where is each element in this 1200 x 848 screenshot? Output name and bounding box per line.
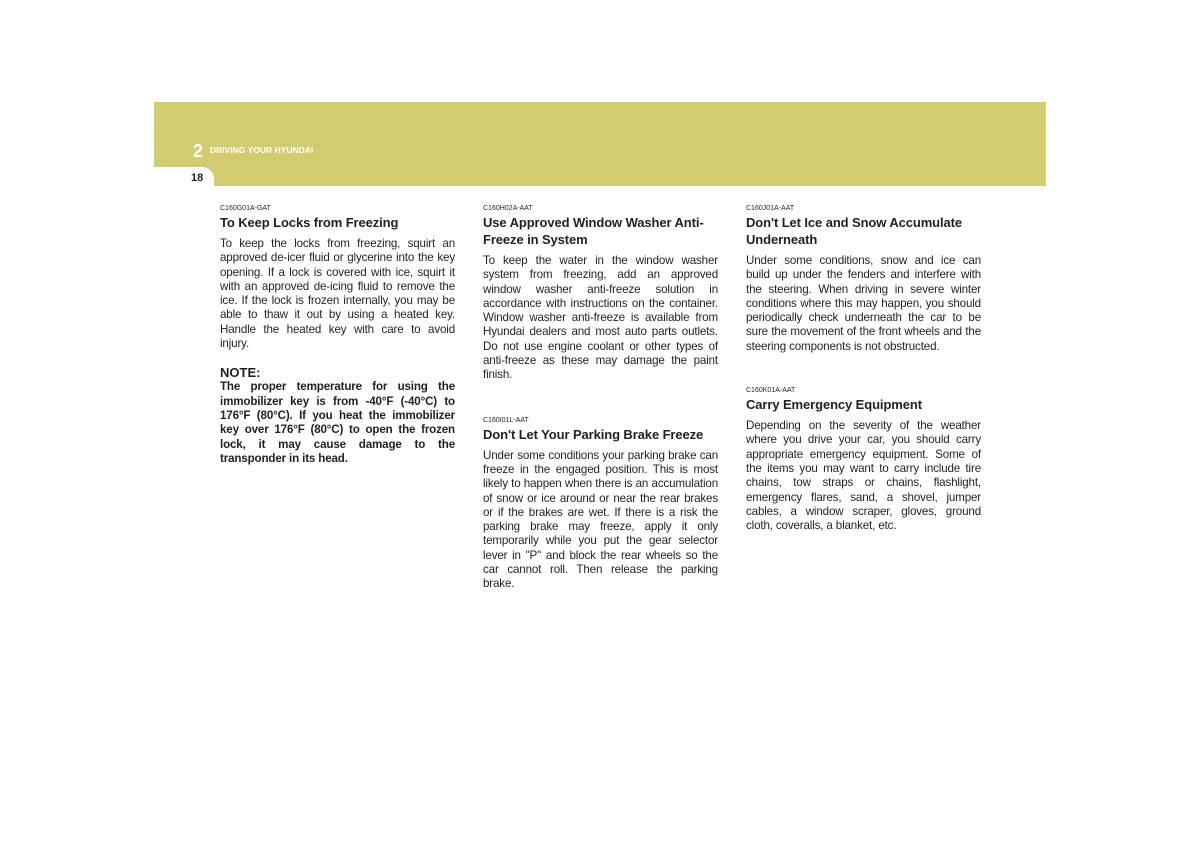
header-band [154, 102, 1046, 186]
column-3 [746, 204, 981, 533]
section-parking-brake [483, 416, 718, 592]
column-2 [483, 204, 718, 592]
note-block [220, 365, 455, 466]
section-heading: Use Approved Window Washer Anti-Freeze in System [483, 215, 704, 247]
section-ice-snow [746, 204, 981, 354]
section-heading: To Keep Locks from Freezing [220, 215, 399, 230]
section-code: C160J01A-AAT [746, 205, 795, 212]
chapter-title: DRIVING YOUR HYUNDAI [210, 145, 314, 155]
section-heading: Carry Emergency Equipment [746, 397, 922, 413]
section-heading: Don't Let Ice and Snow Accumulate Underneath [746, 215, 963, 247]
section-body: Under some conditions your parking brake can freeze in the engaged position. This is most likely to happen when there is an accumulation of snow or ice around or near the rear brakes or if the brakes are wet. If there is a risk the parking brake may freeze, apply it only temporarily while you put the gear selector lever in "P" and block the rear wheels so the car cannot roll. Then release the parking brake. [483, 448, 718, 591]
section-heading: Don't Let Your Parking Brake Freeze [483, 426, 704, 442]
section-body: To keep the locks from freezing, squirt an approved de-icer fluid or glycerine into the key opening. If a lock is covered with ice, squirt it with an approved de-icing fluid to remove the ice. If the lock is frozen internally, you may be able to thaw it out by using a heated key. Handle the heated key with care to avoid injury. [220, 237, 455, 351]
section-body: To keep the water in the window washer system from freezing, add an approved window washer anti-freeze solution in accordance with instructions on the container. Window washer anti-freeze is available from Hyundai dealers and most auto parts outlets. Do not use engine coolant or other types of anti-freeze as these may damage the paint finish. [483, 254, 718, 382]
chapter-number: 2 [193, 141, 204, 161]
section-code: C160I01L-AAT [483, 416, 529, 424]
section-emergency-equipment [746, 386, 981, 533]
section-body: Depending on the severity of the weather where you drive your car, you should carry appropriate emergency equipment. Some of the items you may want to carry include tire chains, tow straps or chains, flashlight, emergency flares, sand, a shovel, jumper cables, a window scraper, gloves, ground cloth, coveralls, a blanket, etc. [746, 419, 981, 533]
section-code: C160K01A-AAT [746, 387, 796, 395]
section-locks-freezing [220, 204, 455, 351]
page-number-tab [154, 167, 214, 192]
section-body: Under some conditions, snow and ice can build up under the fenders and interfere with the steering. When driving in severe winter conditions where this may happen, you should periodically check underneath the car to be sure the movement of the front wheels and the steering components is not obstructed. [746, 254, 981, 353]
note-heading: NOTE: [220, 365, 261, 381]
section-code: C160G01A-GAT [220, 205, 271, 212]
section-code: C160H02A-AAT [483, 205, 533, 212]
section-washer-antifreeze [483, 204, 718, 383]
column-1 [220, 204, 455, 466]
note-body: The proper temperature for using the immobilizer key is from -40°F (-40°C) to 176°F (80°C). If you heat the immobilizer key over 176°F (80°C) to open the frozen lock, it may cause damage to the transponder in its head. [220, 380, 455, 465]
page-number: 18 [191, 172, 204, 184]
